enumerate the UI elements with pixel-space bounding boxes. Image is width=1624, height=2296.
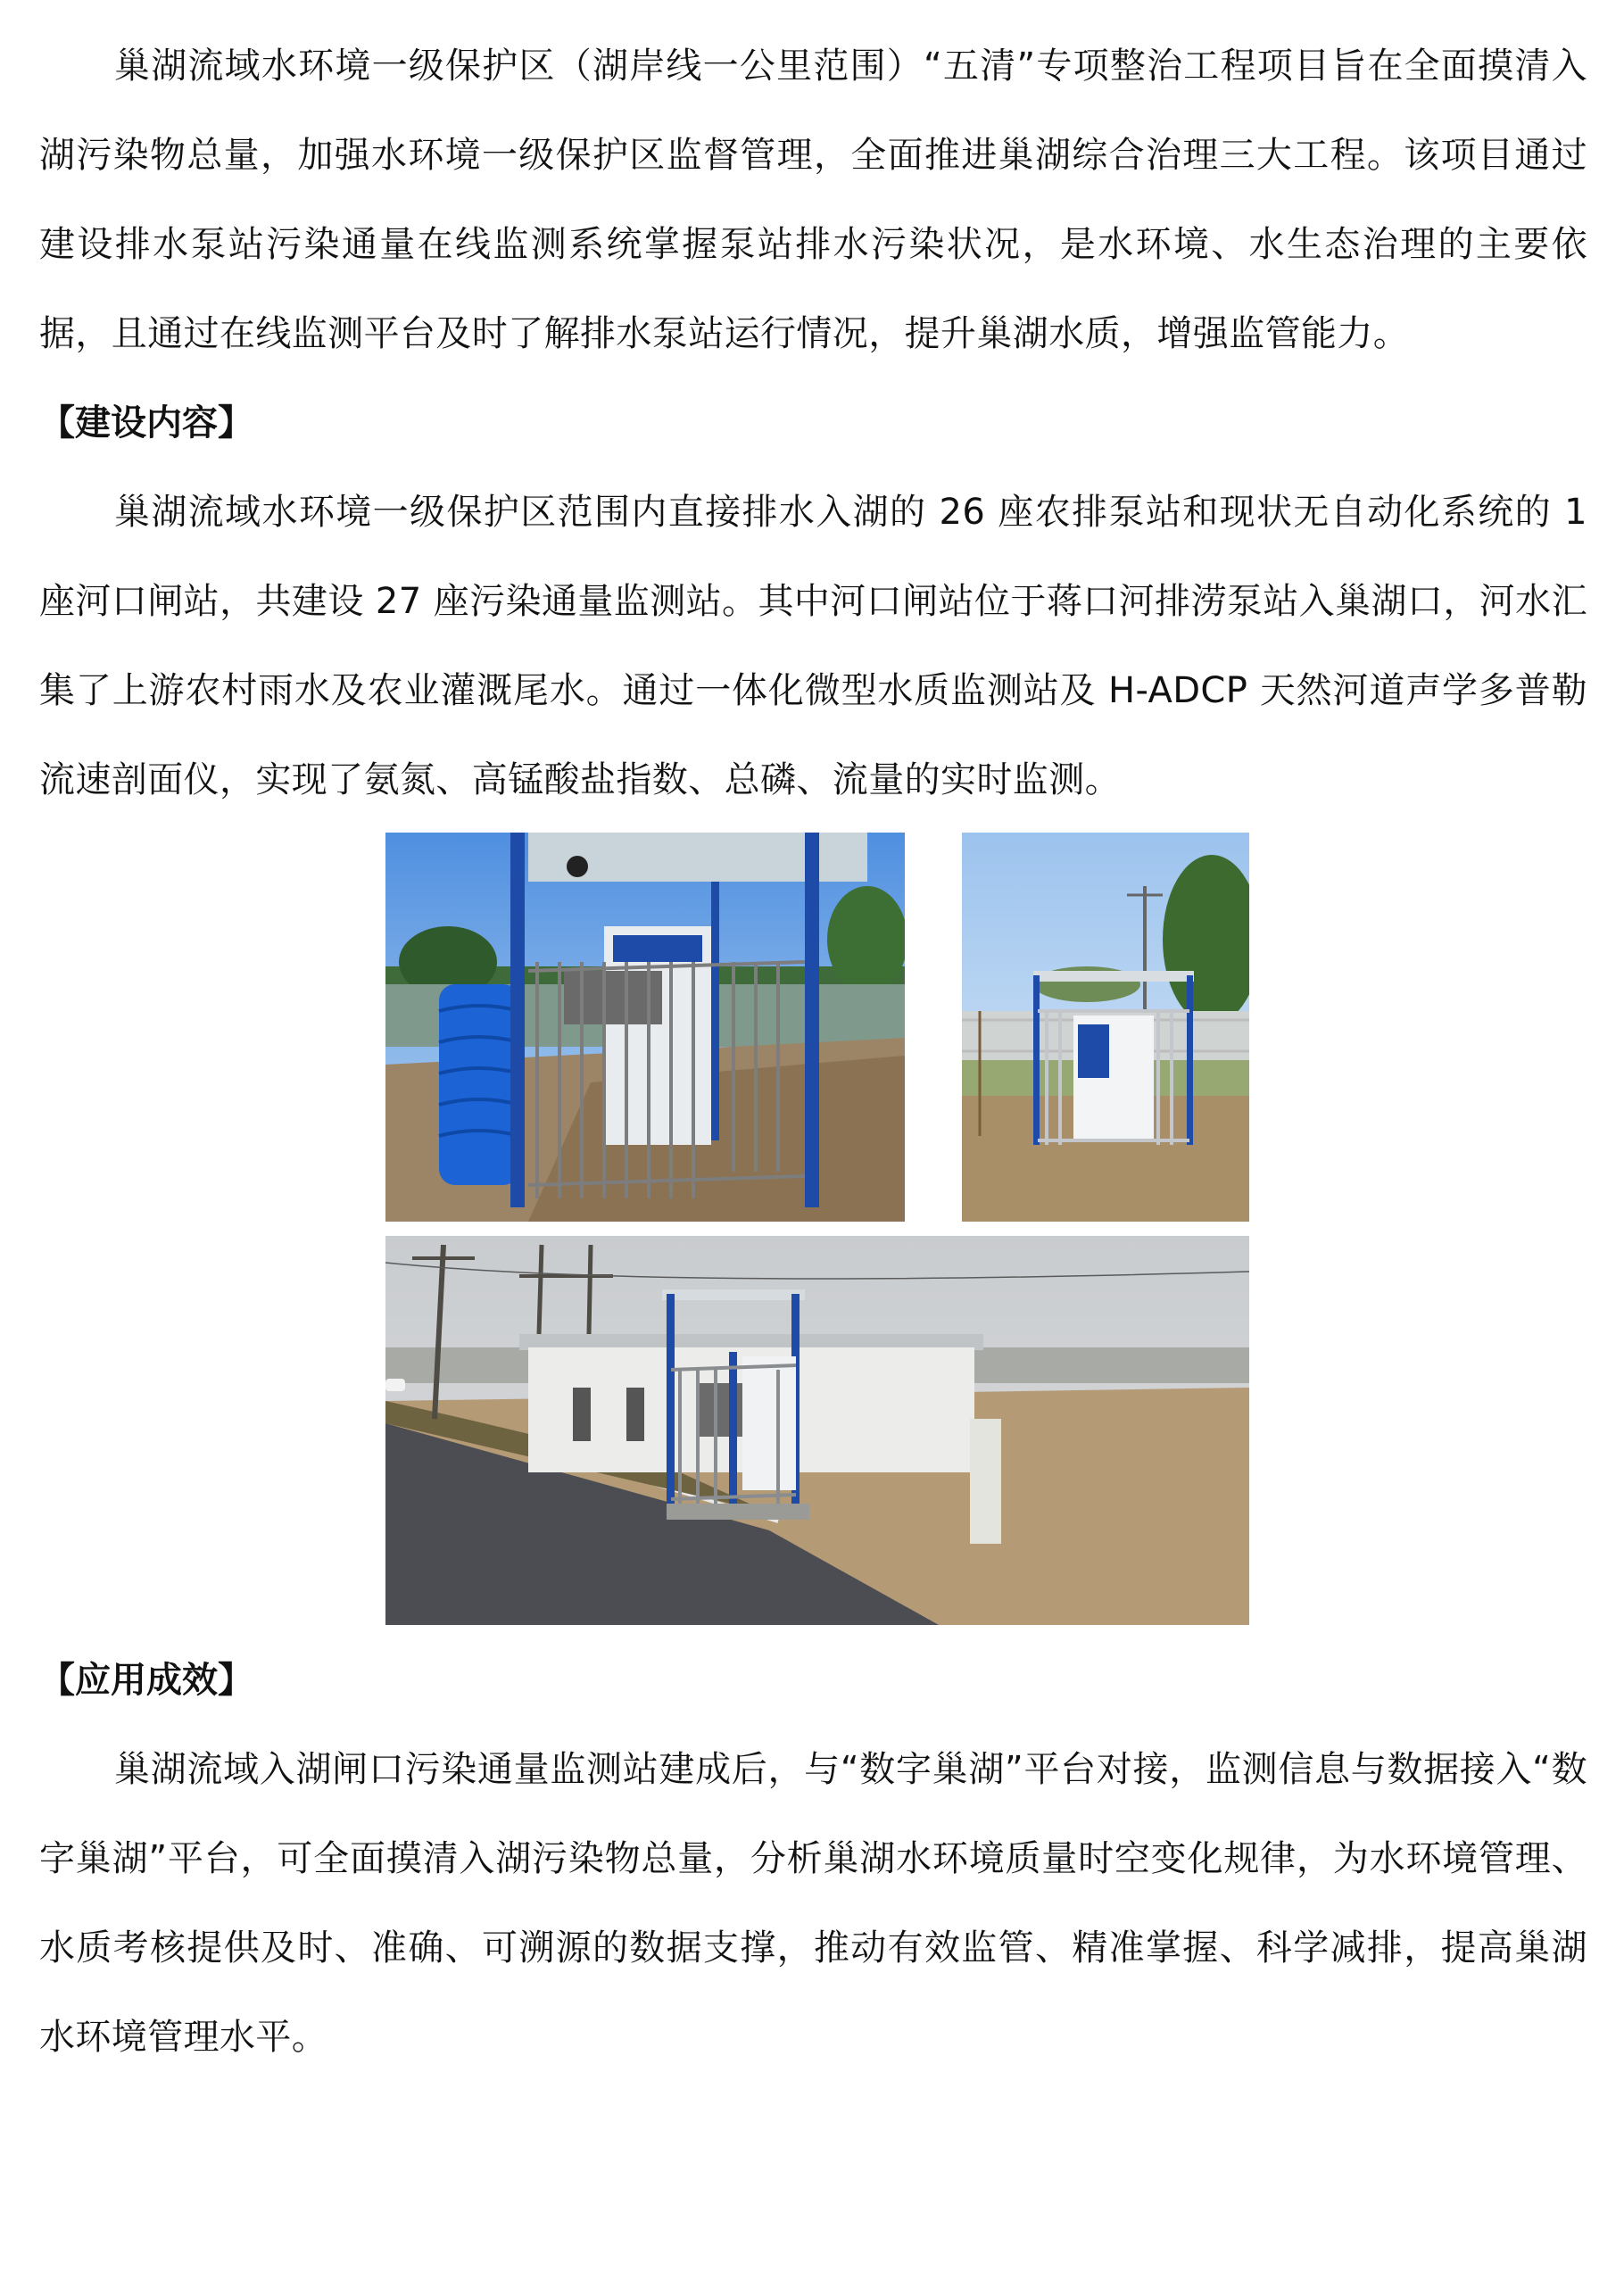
- section-heading-construction: 【建设内容】: [39, 402, 253, 443]
- photo-monitoring-station-waterside: [385, 833, 905, 1222]
- photo-monitoring-station-fenced: [962, 833, 1249, 1222]
- intro-paragraph: 巢湖流域水环境一级保护区（湖岸线一公里范围）“五清”专项整治工程项目旨在全面摸清入湖污染物总量，加强水环境一级保护区监督管理，全面推进巢湖综合治理三大工程。该项目通过建设排水泵站污染通量在线监测系统掌握泵站排水污染状况，是水环境、水生态治理的主要依据，且通过在线监测平台及时了解排水泵站运行情况，提升巢湖水质，增强监管能力。: [39, 46, 1587, 354]
- section-heading-effects: 【应用成效】: [39, 1660, 253, 1701]
- construction-paragraph: 巢湖流域水环境一级保护区范围内直接排水入湖的 26 座农排泵站和现状无自动化系统的 1 座河口闸站，共建设 27 座污染通量监测站。其中河口闸站位于蒋口河排涝泵站入巢湖口，河水汇集了上游农村雨水及农业灌溉尾水。通过一体化微型水质监测站及 H-ADCP 天然河道声学多普勒流速剖面仪，实现了氨氮、高锰酸盐指数、总磷、流量的实时监测。: [39, 492, 1587, 800]
- effects-paragraph: 巢湖流域入湖闸口污染通量监测站建成后，与“数字巢湖”平台对接，监测信息与数据接入“数字巢湖”平台，可全面摸清入湖污染物总量，分析巢湖水环境质量时空变化规律，为水环境管理、水质考核提供及时、准确、可溯源的数据支撑，推动有效监管、精准掌握、科学减排，提高巢湖水环境管理水平。: [39, 1749, 1587, 2058]
- photo-monitoring-station-roadside: [385, 1236, 1249, 1625]
